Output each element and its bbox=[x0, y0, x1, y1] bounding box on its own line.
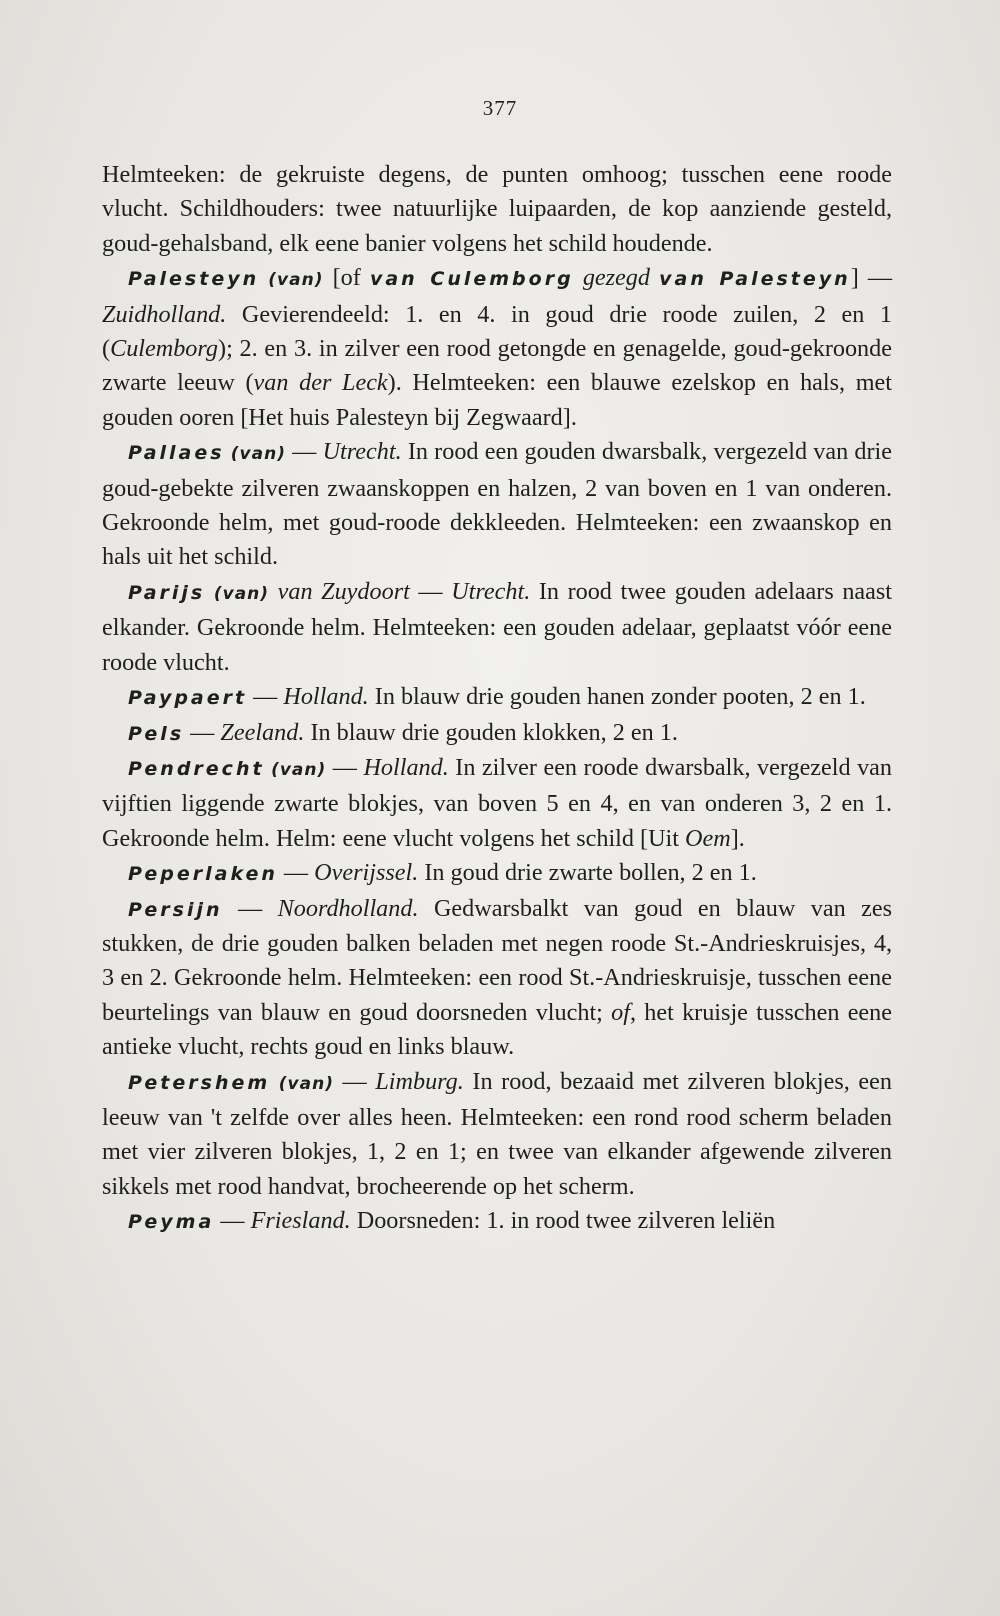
entry-text: In blauw drie gouden hanen zonder pooten, 2 en 1. bbox=[368, 683, 866, 711]
entry-name: Peperlaken bbox=[128, 863, 278, 886]
entry-prefix: (van) bbox=[213, 583, 270, 604]
entry-text: In rood, bezaaid met zilveren blokjes, een leeuw van 't zelfde over alles heen. Helmteeken: een rond rood scherm beladen met vier zilveren blokjes, 1, 2 en 1; en twee van elkander afgewende zilveren sikkels met rood handvat, brocheerende op het scherm. bbox=[102, 1067, 892, 1200]
entry-italic: Culemborg bbox=[110, 335, 219, 363]
entry-dash: — bbox=[184, 718, 221, 746]
entry-dash: — bbox=[222, 894, 278, 922]
entry-prefix: (van) bbox=[271, 759, 327, 780]
entry-peyma bbox=[102, 1204, 892, 1239]
entry-region: Zeeland. bbox=[220, 718, 305, 746]
entry-region: Utrecht. bbox=[322, 438, 402, 466]
entry-name: Pallaes bbox=[128, 442, 225, 465]
entry-text: In rood twee gouden adelaars naast elkander. Gekroonde helm. Helmteeken: een gouden adelaar, geplaatst vóór eene roode vlucht. bbox=[102, 577, 893, 676]
entry-name: Paypaert bbox=[128, 687, 248, 710]
entry-text: ]. bbox=[730, 824, 745, 852]
entry-name: Peyma bbox=[128, 1211, 215, 1234]
entry-dash: — bbox=[247, 683, 284, 711]
entry-text: Gedwarsbalkt van goud en blauw van zes stukken, de drie gouden balken beladen met negen roode St.-Andrieskruisjes, 4, 3 en 2. Gekroonde helm. Helmteeken: een rood St.-Andrieskruisje, tusschen eene beurtelings van blauw en goud doorsneden vlucht; bbox=[102, 894, 892, 1026]
alt-mid: gezegd bbox=[573, 264, 660, 292]
entry-prefix: (van) bbox=[230, 444, 286, 465]
entry-region: Overijssel. bbox=[314, 859, 419, 887]
entry-region: Zuidholland. bbox=[102, 300, 227, 328]
entry-pallaes bbox=[102, 435, 892, 575]
entry-text: ); 2. en 3. in zilver een rood getongde en genagelde, goud-gekroonde zwarte leeuw ( bbox=[102, 335, 892, 397]
entry-dash: — bbox=[277, 859, 315, 887]
entry-suffix: van Zuydoort bbox=[269, 577, 410, 605]
entry-text: In goud drie zwarte bollen, 2 en 1. bbox=[418, 859, 757, 887]
entry-pendrecht bbox=[102, 751, 892, 856]
entry-text: In rood een gouden dwarsbalk, vergezeld van drie goud-gebekte zilveren zwaanskoppen en halzen, 2 van boven en 1 van onderen. Gekroonde helm, met goud-roode dekkleeden. Helmteeken: een zwaanskop en hals uit het schild. bbox=[102, 438, 893, 571]
entry-name: Palesteyn bbox=[128, 268, 260, 291]
entry-dash: — bbox=[409, 577, 452, 605]
entry-paypaert bbox=[102, 680, 892, 715]
entry-parijs bbox=[102, 575, 892, 680]
entry-dash: — bbox=[326, 753, 364, 781]
page-number: 377 bbox=[482, 96, 518, 120]
entry-persijn bbox=[102, 892, 892, 1065]
entry-name: Parijs bbox=[128, 581, 206, 604]
entry-italic: of bbox=[611, 998, 630, 1026]
entry-text: Gevierendeeld: 1. en 4. in goud drie roode zuilen, 2 en 1 ( bbox=[102, 300, 892, 363]
entry-name: Pels bbox=[128, 722, 185, 745]
entry-petershem bbox=[102, 1065, 892, 1205]
entry-italic: Oem bbox=[685, 824, 731, 852]
entry-text: In zilver een roode dwarsbalk, vergezeld van vijftien liggende zwarte blokjes, van boven 5 en 4, en van onderen 3, 2 en 1. Gekroonde helm. Helm: eene vlucht volgens het schild [Uit bbox=[102, 753, 892, 852]
entry-pels bbox=[102, 716, 892, 751]
entry-dash: — bbox=[333, 1067, 376, 1095]
alt-name-2: van Palesteyn bbox=[659, 268, 851, 291]
entry-peperlaken bbox=[102, 856, 892, 891]
entry-italic: van der Leck bbox=[253, 369, 388, 397]
entry-dash: — bbox=[858, 264, 893, 292]
entry-region: Holland. bbox=[363, 753, 449, 781]
alt-name: van Culemborg bbox=[369, 268, 574, 291]
alt-close: ] bbox=[850, 264, 859, 292]
entry-region: Utrecht. bbox=[451, 577, 531, 605]
intro-paragraph: Helmteeken: de gekruiste degens, de punten omhoog; tusschen eene roode vlucht. Schildhouders: twee natuurlijke luipaarden, de kop aanziende gesteld, goud-gehalsband, elk eene banier volgens het schild houdende. bbox=[102, 161, 892, 257]
entry-text: Doorsneden: 1. in rood twee zilveren leliën bbox=[350, 1207, 776, 1235]
entry-region: Holland. bbox=[283, 683, 369, 711]
entry-name: Petershem bbox=[128, 1071, 271, 1094]
entry-region: Friesland. bbox=[250, 1207, 351, 1235]
entry-prefix: (van) bbox=[268, 270, 324, 291]
entry-dash: — bbox=[285, 438, 323, 466]
entry-palesteyn bbox=[102, 261, 892, 435]
entry-name: Persijn bbox=[128, 898, 223, 921]
page-body bbox=[102, 158, 892, 1240]
entry-dash: — bbox=[214, 1207, 251, 1235]
entry-text: , het kruisje tusschen eene antieke vlucht, rechts goud en links blauw. bbox=[102, 998, 892, 1061]
alt-open: [of bbox=[332, 264, 370, 292]
entry-text: ). Helmteeken: een blauwe ezelskop en hals, met gouden ooren [Het huis Palesteyn bij Zegwaard]. bbox=[102, 369, 892, 431]
entry-region: Limburg. bbox=[375, 1067, 464, 1095]
entry-text: In blauw drie gouden klokken, 2 en 1. bbox=[304, 718, 678, 746]
entry-name: Pendrecht bbox=[128, 757, 265, 780]
entry-prefix: (van) bbox=[278, 1073, 334, 1094]
entry-region: Noordholland. bbox=[277, 894, 419, 922]
